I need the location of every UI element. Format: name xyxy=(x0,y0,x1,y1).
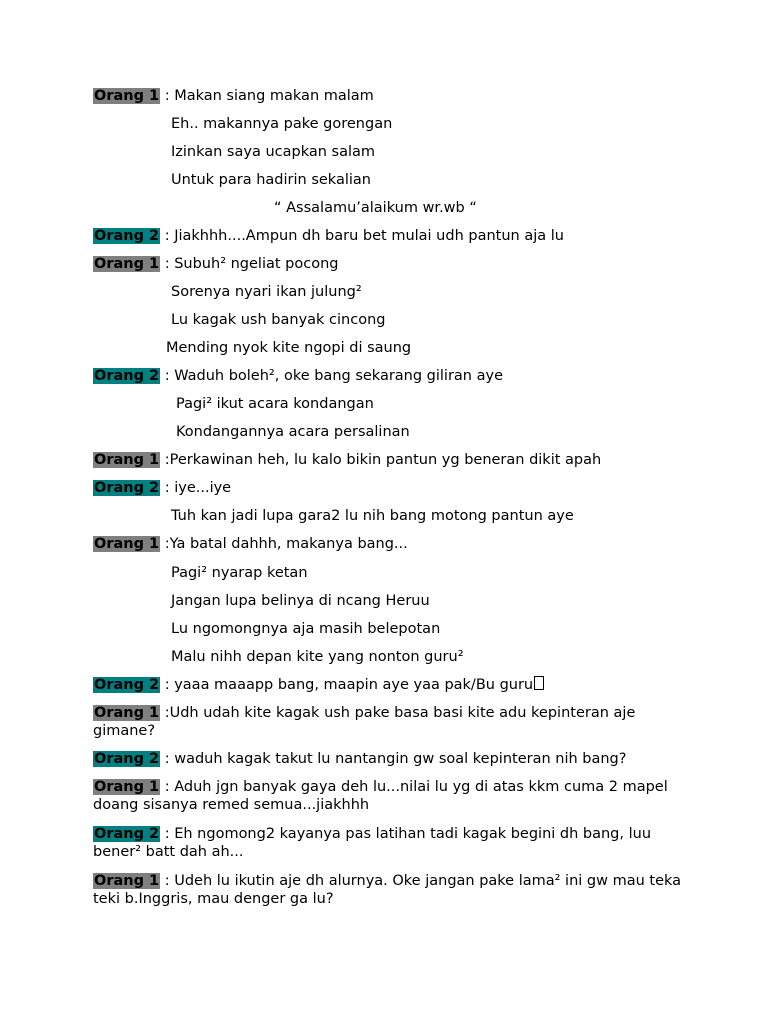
line-text: : Udeh lu ikutin aje dh alurnya. Oke jangan pake lama² ini gw mau teka teki b.Inggris, mau denger ga lu? xyxy=(93,873,682,907)
line-text: : waduh kagak takut lu nantangin gw soal kepinteran nih bang? xyxy=(160,751,627,767)
line-text: : Waduh boleh², oke bang sekarang giliran aye xyxy=(160,368,503,384)
pantun-line: Pagi² nyarap ketan xyxy=(171,565,308,581)
dialogue-line xyxy=(93,367,683,385)
speaker-label-orang-2: Orang 2 xyxy=(94,751,160,767)
speaker-label-orang-2: Orang 2 xyxy=(94,480,160,496)
line-text: : Subuh² ngeliat pocong xyxy=(160,256,339,272)
pantun-line: Pagi² ikut acara kondangan xyxy=(176,396,374,412)
pantun-line: Lu kagak ush banyak cincong xyxy=(171,312,386,328)
speaker-label-orang-2: Orang 2 xyxy=(94,228,160,244)
speaker-label-orang-1: Orang 1 xyxy=(94,452,160,468)
line-text: :Ya batal dahhh, makanya bang... xyxy=(160,536,408,552)
speaker-label-orang-1: Orang 1 xyxy=(94,873,160,889)
line-text: : Aduh jgn banyak gaya deh lu...nilai lu yg di atas kkm cuma 2 mapel doang sisanya remed semua...jiakhhh xyxy=(93,779,668,813)
pantun-line: Untuk para hadirin sekalian xyxy=(171,172,371,188)
pantun-line: Izinkan saya ucapkan salam xyxy=(171,144,376,160)
dialogue-line xyxy=(93,87,683,105)
pantun-line: Jangan lupa belinya di ncang Heruu xyxy=(171,593,430,609)
dialogue-line xyxy=(93,778,683,814)
dialogue-line xyxy=(93,451,683,469)
line-text: : yaaa maaapp bang, maapin aye yaa pak/Bu guru xyxy=(160,677,534,693)
dialogue-line xyxy=(93,825,683,861)
line-text: : Eh ngomong2 kayanya pas latihan tadi kagak begini dh bang, luu bener² batt dah ah... xyxy=(93,826,652,860)
dialogue-line xyxy=(93,676,683,694)
speaker-label-orang-1: Orang 1 xyxy=(94,536,160,552)
dialogue-line xyxy=(93,704,683,740)
speaker-label-orang-1: Orang 1 xyxy=(94,88,160,104)
pantun-line: Mending nyok kite ngopi di saung xyxy=(166,340,412,356)
line-text: : iye...iye xyxy=(160,480,232,496)
pantun-line: Kondangannya acara persalinan xyxy=(176,424,410,440)
speaker-label-orang-1: Orang 1 xyxy=(94,256,160,272)
continuation-line: Tuh kan jadi lupa gara2 lu nih bang motong pantun aye xyxy=(171,508,574,524)
speaker-label-orang-2: Orang 2 xyxy=(94,368,160,384)
greeting-line: “ Assalamu’alaikum wr.wb “ xyxy=(274,200,477,216)
dialogue-line xyxy=(93,255,683,273)
line-text: :Udh udah kite kagak ush pake basa basi kite adu kepinteran aje gimane? xyxy=(93,705,636,739)
pantun-line: Lu ngomongnya aja masih belepotan xyxy=(171,621,441,637)
line-text: :Perkawinan heh, lu kalo bikin pantun yg beneran dikit apah xyxy=(160,452,602,468)
line-text: : Jiakhhh....Ampun dh baru bet mulai udh pantun aja lu xyxy=(160,228,564,244)
pantun-line: Malu nihh depan kite yang nonton guru² xyxy=(171,649,464,665)
speaker-label-orang-2: Orang 2 xyxy=(94,826,160,842)
speaker-label-orang-1: Orang 1 xyxy=(94,705,160,721)
dialogue-line xyxy=(93,872,683,908)
pantun-line: Eh.. makannya pake gorengan xyxy=(171,116,393,132)
speaker-label-orang-2: Orang 2 xyxy=(94,677,160,693)
missing-glyph-icon xyxy=(534,676,544,690)
dialogue-line xyxy=(93,750,683,768)
dialogue-line xyxy=(93,479,683,497)
line-text: : Makan siang makan malam xyxy=(160,88,374,104)
dialogue-line xyxy=(93,227,683,245)
pantun-line: Sorenya nyari ikan julung² xyxy=(171,284,362,300)
dialogue-line xyxy=(93,535,683,553)
speaker-label-orang-1: Orang 1 xyxy=(94,779,160,795)
